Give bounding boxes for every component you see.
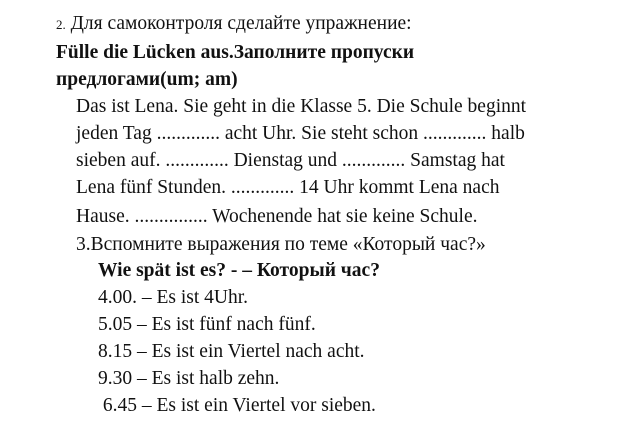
task2-heading-line1: Fülle die Lücken aus.Заполните пропуски [56,42,415,63]
time-example-4: 9.30 – Es ist halb zehn. [98,368,280,389]
task2-text-line-1: Das ist Lena. Sie geht in die Klasse 5. Die Schule beginnt [76,96,527,117]
task2-text-line-2: jeden Tag ............. acht Uhr. Sie steht schon ............. halb [76,123,525,144]
task2-intro-line [56,12,412,37]
task2-text-line-3: sieben auf. ............. Dienstag und ............. Samstag hat [76,150,505,171]
task3-question: Wie spät ist es? - – Который час? [98,260,380,281]
time-example-5: 6.45 – Es ist ein Viertel vor sieben. [98,395,376,416]
task2-intro: Для самоконтроля сделайте упражнение: [70,13,412,34]
task3-title: 3.Вспомните выражения по теме «Который час?» [76,234,486,255]
time-example-2: 5.05 – Es ist fünf nach fünf. [98,314,316,335]
time-example-1: 4.00. – Es ist 4Uhr. [98,287,249,308]
task2-text-line-5: Hause. ............... Wochenende hat sie keine Schule. [76,206,478,227]
time-example-3: 8.15 – Es ist ein Viertel nach acht. [98,341,365,362]
task2-heading-line2: предлогами(um; am) [56,69,238,90]
task2-text-line-4: Lena fünf Stunden. ............. 14 Uhr kommt Lena nach [76,177,500,198]
task2-number: 2. [56,17,66,32]
